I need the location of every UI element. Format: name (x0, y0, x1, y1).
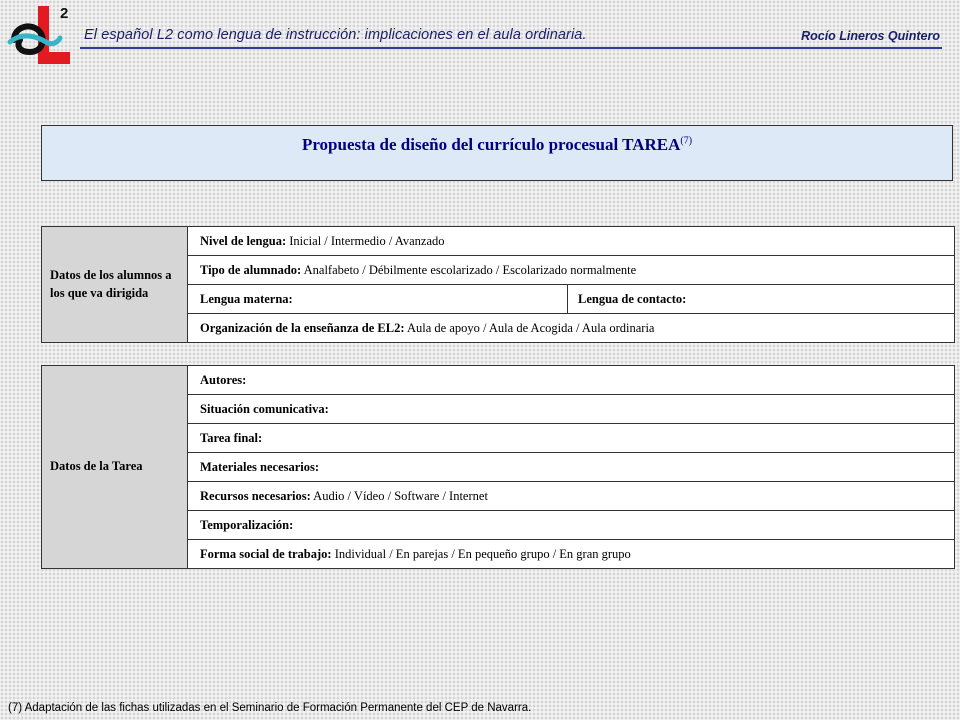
field-label: Situación comunicativa: (200, 401, 329, 416)
logo-superscript: 2 (60, 5, 69, 22)
field-options: Aula de apoyo / Aula de Acogida / Aula ordinaria (404, 320, 655, 335)
task-data-table (41, 365, 955, 569)
field-label: Tarea final: (200, 430, 263, 445)
main-title: Propuesta de diseño del currículo procesual TAREA (301, 135, 681, 154)
field-label: Recursos necesarios: (200, 488, 311, 503)
field-label: Lengua materna: (200, 291, 293, 306)
field-situacion-comunicativa[interactable] (188, 395, 955, 424)
field-options: Audio / Vídeo / Software / Internet (310, 488, 488, 503)
field-label: Materiales necesarios: (200, 459, 320, 474)
field-forma-social-trabajo[interactable] (188, 540, 955, 569)
main-title-footnote-ref: (7) (680, 135, 693, 147)
header-divider (80, 47, 942, 49)
students-side-label: Datos de los alumnos a los que va dirigida (42, 227, 188, 343)
field-options: Analfabeto / Débilmente escolarizado / Escolarizado normalmente (301, 262, 637, 277)
field-tipo-alumnado[interactable] (188, 256, 955, 285)
table-row (42, 227, 955, 256)
field-label: Organización de la enseñanza de EL2: (200, 320, 405, 335)
field-recursos-necesarios[interactable] (188, 482, 955, 511)
field-temporalizacion[interactable] (188, 511, 955, 540)
field-autores[interactable] (188, 366, 955, 395)
footnote: (7) Adaptación de las fichas utilizadas en el Seminario de Formación Permanente del CEP de Navarra. (8, 702, 532, 714)
field-tarea-final[interactable] (188, 424, 955, 453)
l2-logo (6, 2, 78, 66)
field-options: Individual / En parejas / En pequeño grupo / En gran grupo (331, 546, 631, 561)
students-data-table (41, 226, 955, 343)
field-label: Lengua de contacto: (578, 291, 687, 306)
field-lengua-materna[interactable] (188, 285, 568, 314)
presentation-title: El español L2 como lengua de instrucción: implicaciones en el aula ordinaria. (84, 27, 587, 43)
field-label: Autores: (200, 372, 247, 387)
presentation-author: Rocío Lineros Quintero (801, 29, 940, 43)
field-nivel-lengua[interactable] (188, 227, 955, 256)
field-lengua-contacto[interactable] (568, 285, 955, 314)
field-materiales-necesarios[interactable] (188, 453, 955, 482)
field-label: Tipo de alumnado: (200, 262, 302, 277)
field-label: Temporalización: (200, 517, 294, 532)
main-title-box (41, 125, 953, 181)
field-label: Nivel de lengua: (200, 233, 287, 248)
field-label: Forma social de trabajo: (200, 546, 332, 561)
field-options: Inicial / Intermedio / Avanzado (286, 233, 445, 248)
table-row (42, 366, 955, 395)
task-side-label: Datos de la Tarea (42, 366, 188, 569)
field-organizacion-ensenanza[interactable] (188, 314, 955, 343)
